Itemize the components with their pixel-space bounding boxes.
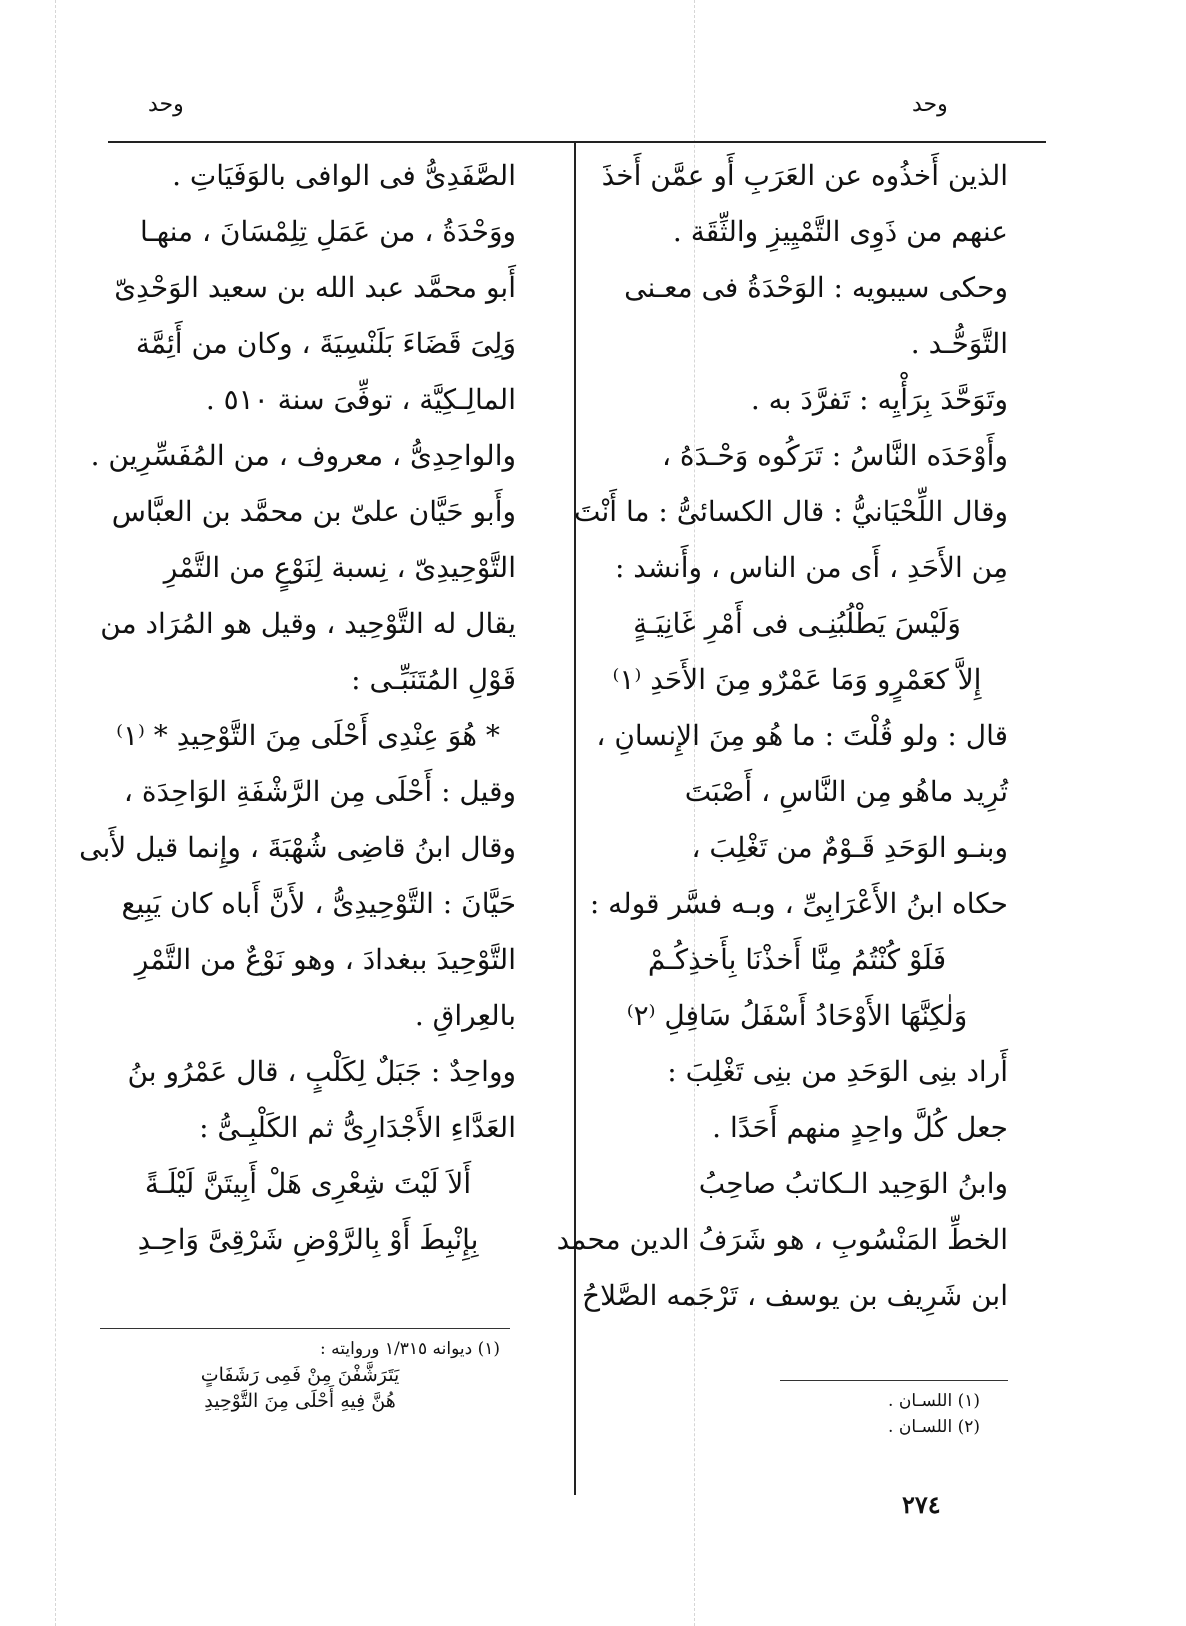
footnote-verse: هُنَّ فِيهِ أَحْلَى مِنَ التَّوْحِيدِ [204,1390,396,1412]
text-line: يقال له التَّوْحِيد ، وقيل هو المُرَاد من [100,607,516,640]
fold-line [55,0,56,1626]
footnote: (١) ديوانه ١/٣١٥ وروايته : [319,1339,500,1359]
text-line: وتَوَحَّدَ بِرَأْيِه : تَفرَّدَ به . [750,383,1008,416]
text-line: الخطِّ المَنْسُوبِ ، هو شَرَفُ الدين محمد [556,1223,1008,1256]
verse-line: * هُوَ عِنْدِى أَحْلَى مِنَ التَّوْحِيدِ * ⁽١⁾ [116,719,500,752]
text-line: حكاه ابنُ الأَعْرَابِىِّ ، وبـه فسَّر قوله : [589,887,1008,920]
running-header-left: وحد [148,92,184,117]
text-line: الذين أَخذُوه عن العَرَبِ أَو عمَّن أَخذَ [601,159,1008,192]
verse-line: وَلَيْسَ يَطْلُبُنِـى فى أَمْرِ غَانِيَـةٍ [633,607,961,640]
right-column [556,150,1008,1326]
footnote-rule-left [100,1328,510,1329]
verse-line: فَلَوْ كُنْتُمُ مِنَّا أَخذْنَا بِأَخذِكُـمْ [647,943,947,976]
verse-line: بِإِنْبِطَ أَوْ بِالرَّوْضِ شَرْقِىَّ وَاحِـدِ [137,1223,479,1256]
column-divider [574,141,576,1495]
text-line: ابن شَرِيف بن يوسف ، تَرْجَمه الصَّلاحُ [582,1279,1008,1312]
text-line: والواحِدِىُّ ، معروف ، من المُفَسِّرِين . [90,439,516,472]
text-line: أَبو محمَّد عبد الله بن سعيد الوَحْدِىّ [114,271,516,304]
header-rule [108,141,1046,143]
text-line: جعل كُلَّ واحِدٍ منهم أَحَدًا . [712,1111,1008,1144]
text-line: قَوْلِ المُتَنَبِّـى : [351,663,516,696]
footnote-verse: يَتَرَشَّفْنَ مِنْ فَمِى رَشَفَاتٍ [200,1364,400,1386]
text-line: وقيل : أَحْلَى مِن الرَّشْفَةِ الوَاحِدَة ، [123,775,516,808]
verse-line: وَلٰكِنَّهَا الأَوْحَادُ أَسْفَلُ سَافِلِ ⁽٢⁾ [626,999,968,1032]
text-line: وقال ابنُ قاضِى شُهْبَةَ ، وإِنما قيل لأَبى [79,831,516,864]
footnotes-right [780,1388,980,1440]
text-line: وأَبو حَيَّان علىّ بن محمَّد بن العبَّاس [111,495,516,528]
text-line: وواحِدٌ : جَبَلٌ لِكَلْبٍ ، قال عَمْرُو بنُ [127,1055,516,1088]
text-line: ووَحْدَةُ ، من عَمَلِ تِلِمْسَانَ ، منهـا [139,215,516,248]
text-line: التَّوْحِيدَ ببغدادَ ، وهو نَوْعٌ من التَّمْرِ [134,943,516,976]
text-line: بالعِراقِ . [414,999,516,1032]
text-line: حَيَّانَ : التَّوْحِيدِىُّ ، لأَنَّ أَباه كان يَبِيع [121,887,516,920]
text-line: المالِـكِيَّة ، توفِّىَ سنة ٥١٠ . [205,383,516,416]
footnote-rule-right [780,1380,1008,1381]
text-line: وابنُ الوَحِيد الـكاتبُ صاحِبُ [698,1167,1008,1200]
text-line: وحكى سيبويه : الوَحْدَةُ فى معـنى [624,271,1008,304]
text-line: وَلِىَ قَضَاءَ بَلَنْسِيَةَ ، وكان من أَئِمَّة [135,327,516,360]
text-line: وبنـو الوَحَدِ قَـوْمٌ من تَغْلِبَ ، [691,831,1008,864]
footnote: (٢) اللسـان . [888,1417,980,1437]
verse-line: أَلاَ لَيْتَ شِعْرِى هَلْ أَبِيتَنَّ لَيْلَـةً [144,1167,472,1200]
text-line: التَّوَحُّـد . [910,327,1008,360]
text-line: التَّوْحِيدِىّ ، نِسبة لِنَوْعٍ من التَّمْرِ [163,551,516,584]
page-number: ٢٧٤ [902,1490,941,1519]
text-line: قال : ولو قُلْتَ : ما هُو مِنَ الإِنسانِ ، [596,719,1008,752]
running-header-right: وحد [912,92,948,117]
left-column [79,150,516,1270]
text-line: وقال اللِّحْيَانيُّ : قال الكسائىُّ : ما أَنْتَ [574,495,1008,528]
text-line: مِن الأَحَدِ ، أَى من الناس ، وأَنشد : [614,551,1008,584]
text-line: أَراد بنِى الوَحَدِ من بنِى تَغْلِبَ : [667,1055,1008,1088]
footnotes-left [100,1336,500,1414]
text-line: عنهم من ذَوِى التَّمْيِيزِ والثِّقَة . [672,215,1008,248]
text-line: تُرِيد ماهُو مِن النَّاسِ ، أَصْبَتَ [684,775,1008,808]
text-line: العَدَّاءِ الأَجْدَارِىُّ ثم الكَلْبِـىُّ : [199,1111,516,1144]
verse-line: إِلاَّ كعَمْرٍو وَمَا عَمْرٌو مِنَ الأَحَدِ ⁽١⁾ [612,663,982,696]
footnote: (١) اللسـان . [888,1391,980,1411]
text-line: وأَوْحَدَه النَّاسُ : تَرَكُوه وَحْـدَهُ ، [661,439,1008,472]
text-line: الصَّفَدِىُّ فى الوافى بالوَفَيَاتِ . [172,159,516,192]
